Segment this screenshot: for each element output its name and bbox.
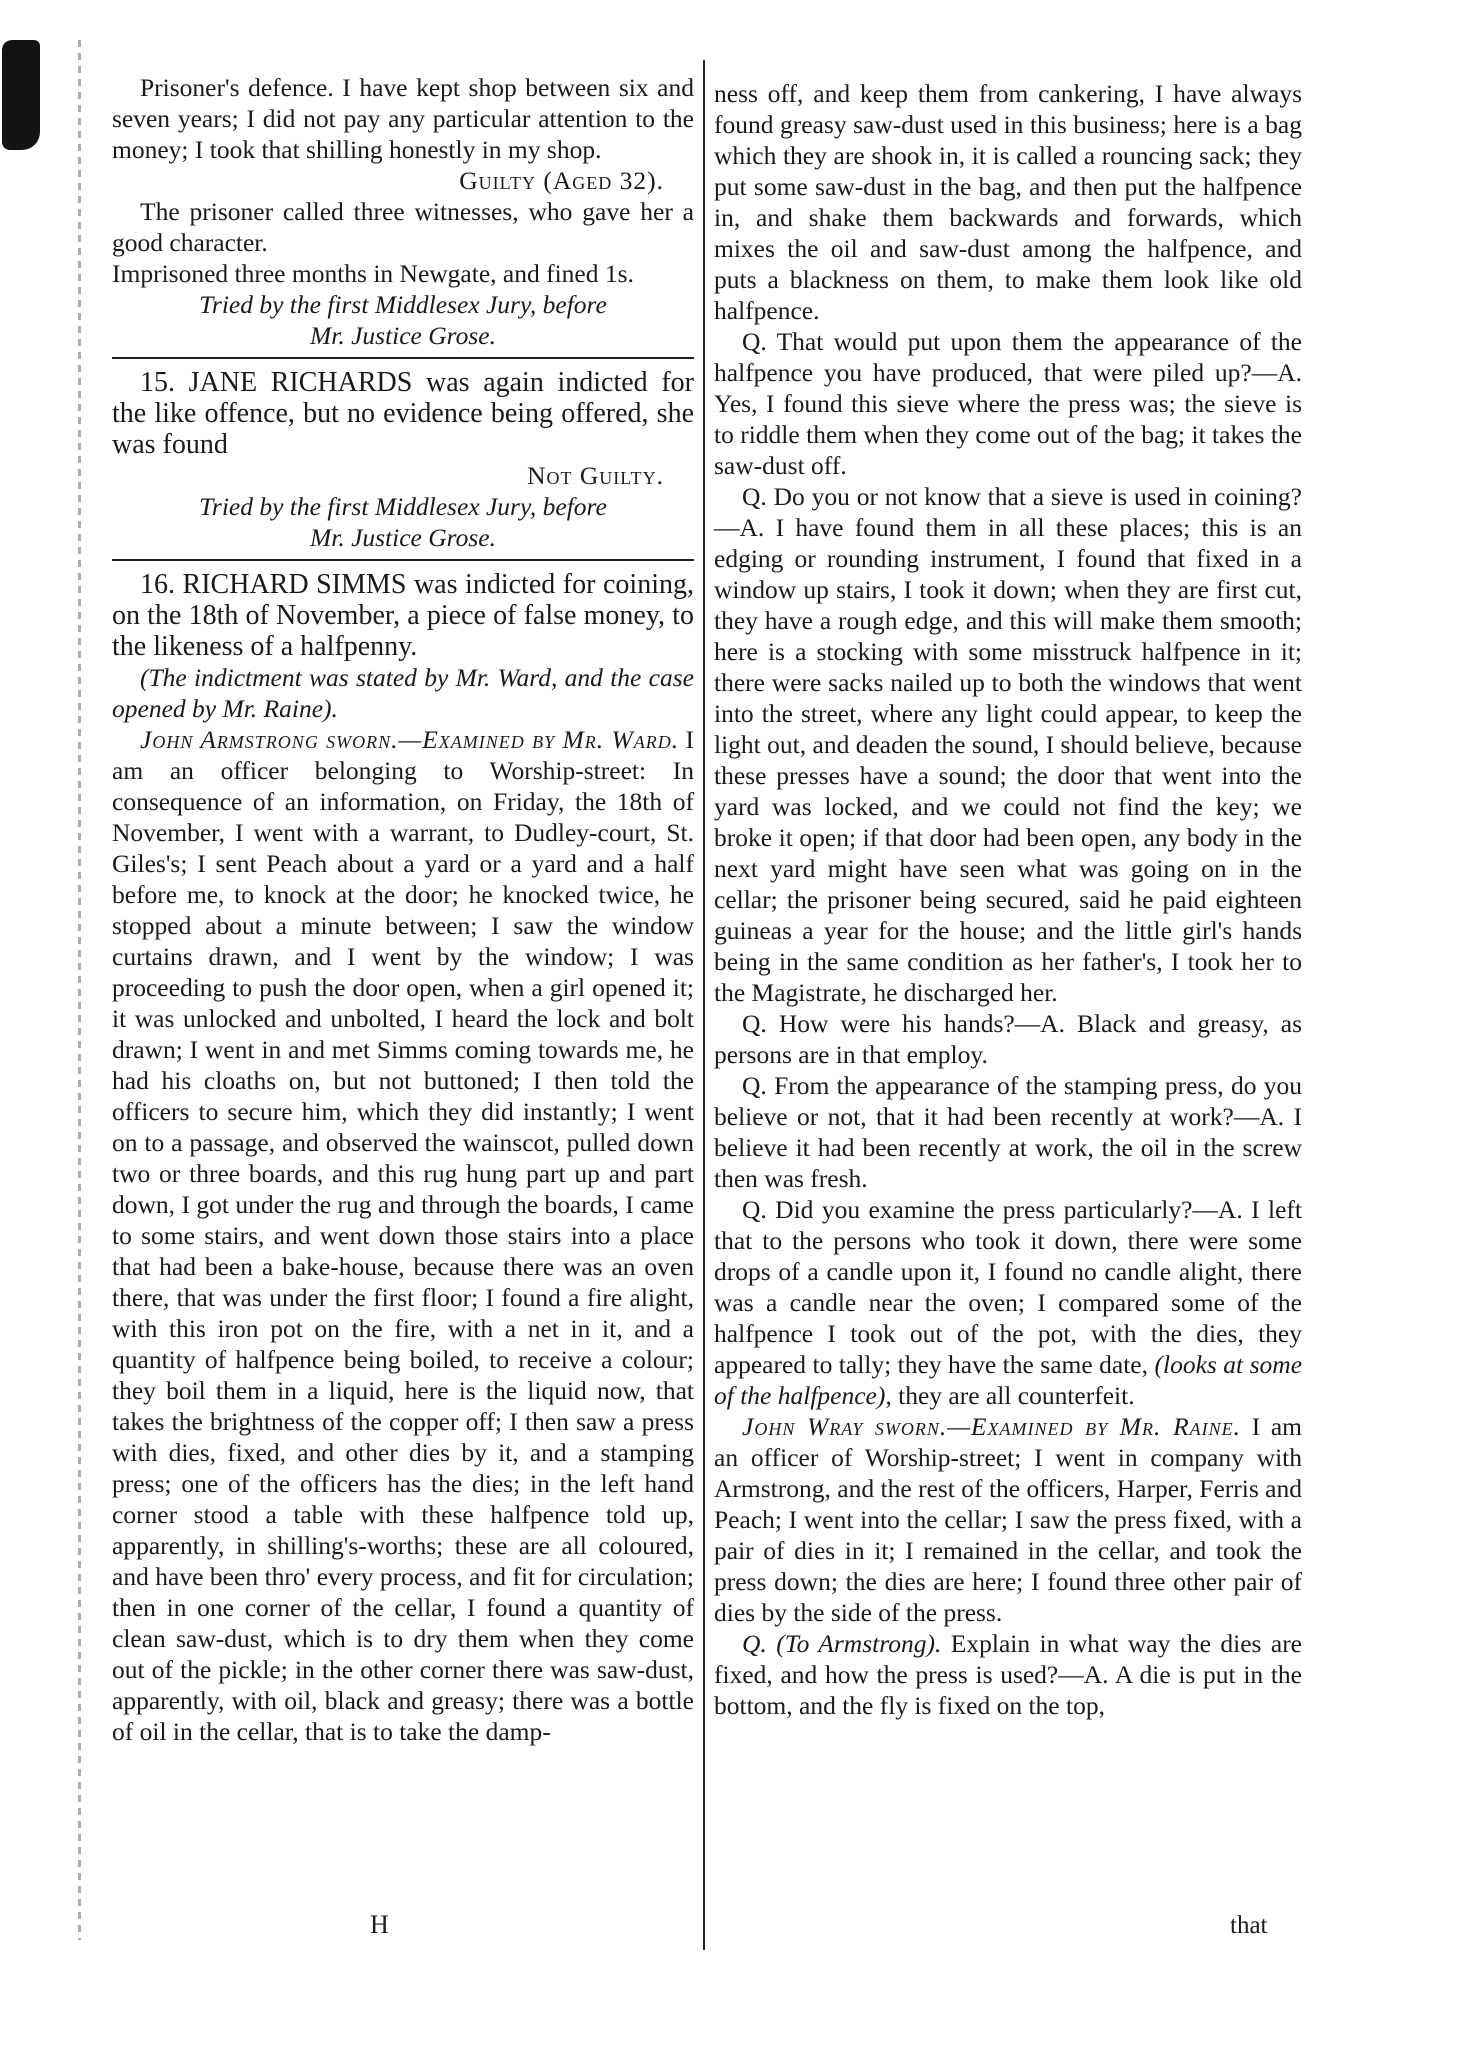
case-15-text: 15. JANE RICHARDS was again indicted for the like offence, but no evidence being offered, she was found: [112, 367, 694, 460]
examine-end: they are all counterfeit.: [898, 1381, 1135, 1410]
character-witnesses: The prisoner called three witnesses, who gave her a good character.: [112, 197, 694, 257]
left-column: [112, 72, 694, 1747]
binding-margin: [0, 40, 95, 1940]
question-dies: [714, 1628, 1302, 1721]
wray-evidence: I am an officer of Worship-street; I went in company with Armstrong, and the rest of the officers, Harper, Ferris and Peach; I went into the cellar; I saw the press fixed, with a pair of dies in it; I remained in the cellar, and took the press down; the dies are here; I found three other pair of dies by the side of the press.: [714, 1412, 1303, 1627]
ink-blot: [2, 40, 40, 150]
signature-mark: H: [370, 1910, 389, 1939]
question-hands: Q. How were his hands?—A. Black and greasy, as persons are in that employ.: [714, 1009, 1302, 1069]
examine-text: Q. Did you examine the press particularly?—A. I left that to the persons who took it down, there were some drops of a candle upon it, I found no candle alight, there was a candle near the oven; I compared some of the halfpence I took out of the pot, with the dies, they appeared to tally; they have the same date,: [714, 1195, 1302, 1379]
case-16-text: 16. RICHARD SIMMS was indicted for coining, on the 18th of November, a piece of false money, to the likeness of a halfpenny.: [112, 569, 694, 662]
witness-heading-armstrong: John Armstrong sworn.—Examined by Mr. Ward.: [140, 725, 680, 754]
indictment-note: (The indictment was stated by Mr. Ward, and the case opened by Mr. Raine).: [112, 663, 694, 723]
right-column: [714, 78, 1302, 1721]
justice-line-1: Mr. Justice Grose.: [309, 321, 497, 350]
tried-by-line-1: Tried by the first Middlesex Jury, before: [199, 290, 607, 319]
question-sieve: Q. Do you or not know that a sieve is used in coining?—A. I have found them in all these places; this is an edging or rounding instrument, I found that fixed in a window up stairs, I took it down; when they are first cut, they have a rough edge, and this will make them smooth; here is a stocking with some misstruck halfpence in it; there were sacks nailed up to both the windows that went into the street, where any light could appear, to keep the light out, and deaden the sound, I should believe, because these presses have a sound; the door that went into the yard was locked, and we could not find the key; we broke it open; if that door had been open, any body in the next yard might have seen what was going on in the cellar; the prisoner being secured, said he paid eighteen guineas a year for the house; and the little girl's hands being in the same condition as her father's, I took her to the Magistrate, he discharged her.: [714, 482, 1302, 1007]
stage-direction: (looks at some of the halfpence),: [714, 1350, 1303, 1410]
question-press: Q. From the appearance of the stamping press, do you believe or not, that it had been recently at work?—A. I believe it had been recently at work, the oil in the screw then was fresh.: [714, 1071, 1302, 1193]
justice-line-2: Mr. Justice Grose.: [309, 523, 497, 552]
question-examine: [714, 1194, 1302, 1411]
addressee-note: Q. (To Armstrong).: [742, 1629, 942, 1658]
continued-testimony: ness off, and keep them from cankering, I have always found greasy saw-dust used in this business; here is a bag which they are shook in, it is called a rouncing sack; they put some saw-dust in the bag, and then put the halfpence in, and shake them backwards and forwards, which mixes the oil and saw-dust among the halfpence, and puts a blackness on them, to make them look like old halfpence.: [714, 79, 1302, 325]
sentence: Imprisoned three months in Newgate, and fined 1s.: [112, 259, 634, 288]
catchword: that: [1230, 1912, 1268, 1939]
column-divider: [703, 60, 705, 1950]
tried-by-line-2: Tried by the first Middlesex Jury, before: [199, 492, 607, 521]
verdict-guilty: Guilty (Aged 32).: [459, 166, 664, 195]
question-appearance: Q. That would put upon them the appearance of the halfpence you have produced, that were piled up?—A. Yes, I found this sieve where the press was; the sieve is to riddle them when they come out of the bag; it takes the saw-dust off.: [714, 327, 1302, 480]
section-rule: [112, 357, 694, 359]
wray-testimony: [714, 1411, 1302, 1628]
binding-edge: [78, 40, 81, 1940]
section-rule: [112, 559, 694, 561]
armstrong-testimony: [112, 724, 694, 1747]
prisoners-defence: Prisoner's defence. I have kept shop between six and seven years; I did not pay any particular attention to the money; I took that shilling honestly in my shop.: [112, 73, 694, 164]
verdict-not-guilty: Not Guilty.: [527, 461, 664, 490]
armstrong-evidence: I am an officer belonging to Worship-street: In consequence of an information, on Friday, the 18th of November, I went with a warrant, to Dudley-court, St. Giles's; I sent Peach about a yard or a yard and a half before me, to knock at the door; he knocked twice, he stopped about a minute between; I saw the window curtains drawn, and I went by the window; I was proceeding to push the door open, when a girl opened it; it was unlocked and unbolted, I heard the lock and bolt drawn; I went in and met Simms coming towards me, he had his cloaths on, but not buttoned; I then told the officers to secure him, which they did instantly; I went on to a passage, and observed the wainscot, pulled down two or three boards, and this rug hung part up and part down, I got under the rug and through the boards, I came to some stairs, and went down those stairs into a place that had been a bake-house, because there was an oven there, that was under the first floor; I found a fire alight, with this iron pot on the fire, with a net in it, and a quantity of halfpence being boiled, to receive a colour; they boil them in a liquid, here is the liquid now, that takes the brightness of the copper off; I then saw a press with dies, fixed, and other dies by it, and a stamping press; one of the officers has the dies; in the left hand corner stood a table with these halfpence told up, apparently, in shilling's-worths; these are all coloured, and have been thro' every process, and fit for circulation; then in one corner of the cellar, I found a quantity of clean saw-dust, which is to dry them when they come out of the pickle; in the other corner there was saw-dust, apparently, with oil, black and greasy; there was a bottle of oil in the cellar, that is to take the damp-: [112, 725, 695, 1746]
witness-heading-wray: John Wray sworn.—Examined by Mr. Raine.: [742, 1412, 1242, 1441]
dies-text: Explain in what way the dies are fixed, and how the press is used?—A. A die is put in the bottom, and the fly is fixed on the top,: [714, 1629, 1303, 1720]
